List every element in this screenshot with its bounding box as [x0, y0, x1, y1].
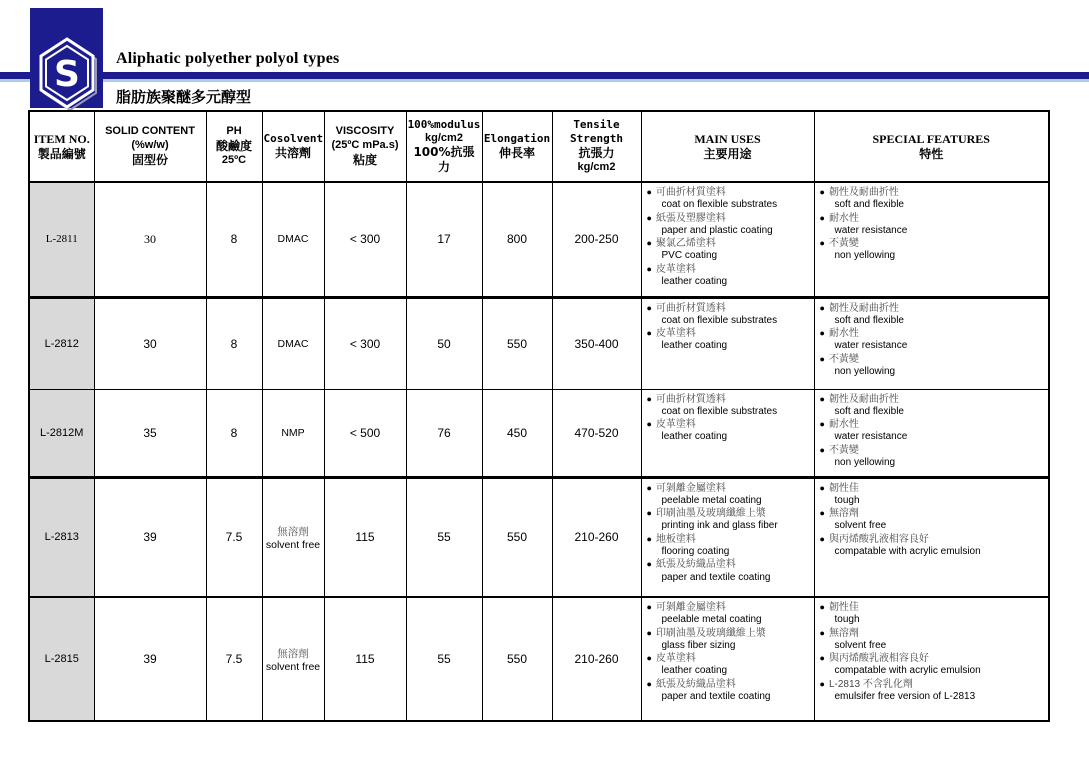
- zh-text: 皮革塗料: [655, 263, 696, 275]
- use-line-zh: [820, 186, 1047, 199]
- bullet-icon: ●: [646, 602, 652, 612]
- bullet-icon: ●: [646, 212, 652, 223]
- header-line: Tensile: [573, 118, 620, 132]
- header-line: 100%modulus: [407, 117, 481, 131]
- cell-ph: 8: [206, 182, 262, 297]
- bullet-icon: ●: [646, 187, 652, 197]
- cell-line: solvent free: [265, 660, 321, 673]
- zh-text: 不黃變: [828, 238, 859, 250]
- cell-ph: 7.5: [206, 597, 262, 721]
- header-rule-light: [0, 79, 1089, 82]
- zh-text: 無溶劑: [828, 627, 859, 639]
- header-line: PH: [226, 125, 242, 138]
- bullet-icon: ●: [819, 238, 825, 249]
- use-line-en: non yellowing: [834, 456, 896, 468]
- cell-modulus: 50: [406, 297, 482, 389]
- col-header-item-no: [29, 111, 94, 182]
- use-line-en: paper and textile coating: [661, 691, 771, 703]
- use-line-zh: [820, 302, 1047, 315]
- use-line-zh: [820, 444, 1047, 457]
- use-line-zh: [647, 558, 812, 571]
- cell-solid-content: 39: [94, 477, 206, 597]
- zh-text: 皮革塗料: [655, 419, 696, 431]
- cell-elongation: 800: [482, 182, 552, 297]
- cell-special-features: [814, 297, 1049, 389]
- zh-text: 紙張及紡織品塗料: [655, 678, 736, 690]
- zh-text: 可剝離金屬塗料: [655, 482, 726, 494]
- bullet-icon: ●: [819, 328, 825, 339]
- cell-solid-content: 35: [94, 389, 206, 477]
- use-line-zh: [647, 327, 812, 340]
- cell-ph: 7.5: [206, 477, 262, 597]
- use-line-zh: [647, 302, 812, 315]
- use-line-zh: [820, 482, 1047, 495]
- use-line-en: leather coating: [661, 431, 728, 443]
- zh-text: 韌性及耐曲折性: [828, 302, 899, 314]
- header-line: SPECIAL FEATURES: [872, 131, 990, 146]
- header-line: 酸鹼度: [215, 139, 252, 153]
- zh-text: 耐水性: [828, 212, 859, 224]
- cell-modulus: 76: [406, 389, 482, 477]
- use-line-en: soft and flexible: [834, 405, 904, 417]
- use-line-zh: [820, 652, 1047, 665]
- zh-text: 與丙烯酸乳液相容良好: [828, 533, 929, 545]
- cell-tensile: 200-250: [552, 182, 641, 297]
- page-subtitle: 脂肪族聚醚多元醇型: [116, 88, 252, 106]
- bullet-icon: ●: [819, 533, 825, 544]
- use-line-zh: [647, 533, 812, 546]
- header-line: VISCOSITY: [335, 125, 395, 138]
- use-line-en: water resistance: [834, 224, 908, 236]
- zh-text: 印刷油墨及玻璃纖維上漿: [655, 508, 766, 520]
- cell-main-uses: [641, 182, 814, 297]
- cell-cosolvent: [262, 297, 324, 389]
- col-header-special-features: [814, 111, 1049, 182]
- table-row: [29, 597, 1049, 721]
- use-line-zh: [820, 393, 1047, 406]
- zh-text: 與丙烯酸乳液相容良好: [828, 653, 929, 665]
- cell-elongation: 550: [482, 597, 552, 721]
- use-line-zh: [647, 186, 812, 199]
- col-header-viscosity: [324, 111, 406, 182]
- use-line-en: tough: [834, 614, 860, 626]
- header-line: 伸長率: [498, 145, 535, 160]
- zh-text: 印刷油墨及玻璃纖維上漿: [655, 627, 766, 639]
- header-line: 抗張力: [578, 145, 615, 160]
- bullet-icon: ●: [819, 627, 825, 638]
- use-line-en: flooring coating: [661, 545, 730, 557]
- cell-viscosity: < 300: [324, 182, 406, 297]
- use-line-zh: [647, 507, 812, 520]
- use-line-en: printing ink and glass fiber: [661, 520, 778, 532]
- use-line-zh: [647, 263, 812, 276]
- cell-main-uses: [641, 477, 814, 597]
- col-header-modulus: [406, 111, 482, 182]
- use-line-en: peelable metal coating: [661, 494, 762, 506]
- use-line-zh: [647, 393, 812, 406]
- zh-text: 可曲折材質透料: [655, 393, 726, 405]
- cell-main-uses: [641, 389, 814, 477]
- cell-solid-content: 30: [94, 182, 206, 297]
- zh-text: 耐水性: [828, 328, 859, 340]
- bullet-icon: ●: [819, 419, 825, 430]
- cell-ph: 8: [206, 297, 262, 389]
- zh-text: 可曲折材質塗料: [655, 187, 726, 198]
- table-body: [29, 182, 1049, 721]
- header-line: SOLID CONTENT: [105, 125, 195, 138]
- cell-special-features: [814, 389, 1049, 477]
- use-line-en: emulsifer free version of L-2813: [834, 691, 976, 703]
- use-line-en: PVC coating: [661, 250, 718, 262]
- header-rule-dark: [0, 72, 1089, 79]
- cell-item-no: L-2812M: [29, 389, 94, 477]
- cell-viscosity: 115: [324, 477, 406, 597]
- cell-modulus: 55: [406, 477, 482, 597]
- product-table: [28, 110, 1050, 722]
- use-line-en: tough: [834, 494, 860, 506]
- zh-text: 不黃變: [828, 353, 859, 365]
- zh-text: 紙張及塑膠塗料: [655, 212, 726, 224]
- cell-tensile: 470-520: [552, 389, 641, 477]
- use-line-zh: [820, 418, 1047, 431]
- cell-cosolvent: [262, 389, 324, 477]
- table-row: [29, 297, 1049, 389]
- bullet-icon: ●: [646, 302, 652, 313]
- cell-line: 無溶劑: [277, 647, 309, 660]
- header-line: 特性: [919, 146, 944, 161]
- zh-text: 皮革塗料: [655, 653, 696, 665]
- cell-main-uses: [641, 597, 814, 721]
- hexagon-s-logo-icon: [32, 34, 102, 112]
- cell-special-features: [814, 182, 1049, 297]
- zh-text: 韌性佳: [828, 602, 859, 613]
- bullet-icon: ●: [646, 627, 652, 638]
- zh-text: 紙張及紡織品塗料: [655, 559, 736, 571]
- header-line: Cosolvent: [263, 132, 324, 146]
- cell-elongation: 550: [482, 297, 552, 389]
- use-line-en: coat on flexible substrates: [661, 405, 778, 417]
- cell-cosolvent: [262, 597, 324, 721]
- use-line-en: leather coating: [661, 276, 728, 288]
- bullet-icon: ●: [646, 419, 652, 430]
- use-line-zh: [820, 533, 1047, 546]
- cell-cosolvent: [262, 182, 324, 297]
- header-line: Elongation: [483, 132, 551, 146]
- use-line-en: leather coating: [661, 340, 728, 352]
- zh-text: 韌性及耐曲折性: [828, 393, 899, 405]
- col-header-ph: [206, 111, 262, 182]
- use-line-zh: [647, 212, 812, 225]
- cell-modulus: 17: [406, 182, 482, 297]
- cell-item-no: L-2813: [29, 477, 94, 597]
- header-line: (25ºC mPa.s): [331, 139, 399, 151]
- zh-text: 地板塗料: [655, 533, 696, 545]
- cell-modulus: 55: [406, 597, 482, 721]
- cell-line: DMAC: [277, 233, 309, 246]
- cell-line: DMAC: [277, 337, 309, 350]
- cell-elongation: 550: [482, 477, 552, 597]
- zh-text: 皮革塗料: [655, 328, 696, 340]
- bullet-icon: ●: [819, 444, 825, 455]
- use-line-zh: [820, 678, 1047, 691]
- use-line-zh: [647, 678, 812, 691]
- use-line-en: solvent free: [834, 520, 887, 532]
- cell-solid-content: 30: [94, 297, 206, 389]
- use-line-zh: [820, 627, 1047, 640]
- col-header-elongation: [482, 111, 552, 182]
- bullet-icon: ●: [819, 212, 825, 223]
- bullet-icon: ●: [819, 187, 825, 197]
- bullet-icon: ●: [819, 678, 825, 689]
- header-line: 25ºC: [221, 154, 247, 166]
- use-line-zh: [820, 601, 1047, 614]
- bullet-icon: ●: [819, 393, 825, 404]
- use-line-zh: [647, 418, 812, 431]
- table-row: [29, 182, 1049, 297]
- company-logo: [30, 8, 103, 108]
- cell-item-no: L-2812: [29, 297, 94, 389]
- use-line-zh: [647, 482, 812, 495]
- use-line-en: non yellowing: [834, 365, 896, 377]
- use-line-en: paper and textile coating: [661, 571, 771, 583]
- use-line-zh: [820, 327, 1047, 340]
- use-line-zh: [820, 212, 1047, 225]
- cell-line: 無溶劑: [277, 525, 309, 538]
- header-line: 粘度: [352, 152, 377, 167]
- cell-viscosity: 115: [324, 597, 406, 721]
- header-line: 製品編號: [37, 146, 86, 161]
- header-line: kg/cm2: [425, 131, 463, 144]
- bullet-icon: ●: [819, 302, 825, 313]
- bullet-icon: ●: [819, 508, 825, 519]
- logo-letter: S: [54, 54, 80, 95]
- zh-text: 無溶劑: [828, 508, 859, 520]
- use-line-en: non yellowing: [834, 250, 896, 262]
- bullet-icon: ●: [646, 559, 652, 570]
- cell-special-features: [814, 477, 1049, 597]
- use-line-zh: [647, 627, 812, 640]
- zh-text: 不黃變: [828, 444, 859, 456]
- cell-viscosity: < 300: [324, 297, 406, 389]
- zh-text: 韌性及耐曲折性: [828, 187, 899, 198]
- col-header-main-uses: [641, 111, 814, 182]
- cell-ph: 8: [206, 389, 262, 477]
- cell-tensile: 210-260: [552, 477, 641, 597]
- use-line-en: water resistance: [834, 431, 908, 443]
- zh-text: 可剝離金屬塗料: [655, 602, 726, 613]
- zh-text: 耐水性: [828, 419, 859, 431]
- cell-tensile: 210-260: [552, 597, 641, 721]
- table-header-row: [29, 111, 1049, 182]
- use-line-en: solvent free: [834, 639, 887, 651]
- use-line-en: water resistance: [834, 340, 908, 352]
- use-line-zh: [820, 353, 1047, 366]
- cell-viscosity: < 500: [324, 389, 406, 477]
- bullet-icon: ●: [819, 602, 825, 612]
- cell-solid-content: 39: [94, 597, 206, 721]
- header-line: (%w/w): [131, 139, 169, 151]
- use-line-en: soft and flexible: [834, 314, 904, 326]
- bullet-icon: ●: [646, 482, 652, 493]
- header-line: 100%抗張力: [413, 145, 475, 175]
- use-line-en: peelable metal coating: [661, 614, 762, 626]
- page-title: Aliphatic polyether polyol types: [116, 50, 340, 67]
- col-header-cosolvent: [262, 111, 324, 182]
- bullet-icon: ●: [646, 508, 652, 519]
- use-line-zh: [820, 507, 1047, 520]
- use-line-en: glass fiber sizing: [661, 639, 736, 651]
- cell-line: solvent free: [265, 538, 321, 551]
- bullet-icon: ●: [646, 238, 652, 249]
- zh-text: 韌性佳: [828, 482, 859, 494]
- header-line: MAIN USES: [694, 131, 761, 146]
- bullet-icon: ●: [646, 533, 652, 544]
- use-line-en: coat on flexible substrates: [661, 314, 778, 326]
- table-head: [29, 111, 1049, 182]
- header-line: 主要用途: [703, 146, 752, 161]
- zh-text: 可曲折材質透料: [655, 302, 726, 314]
- table-row: [29, 477, 1049, 597]
- bullet-icon: ●: [819, 482, 825, 493]
- header-line: Strength: [570, 132, 623, 146]
- cell-tensile: 350-400: [552, 297, 641, 389]
- header-line: 共溶劑: [274, 145, 311, 160]
- use-line-en: soft and flexible: [834, 199, 904, 211]
- use-line-en: paper and plastic coating: [661, 224, 773, 236]
- col-header-solid-content: [94, 111, 206, 182]
- use-line-zh: [647, 652, 812, 665]
- zh-text: 聚氯乙烯塗料: [655, 238, 716, 250]
- bullet-icon: ●: [819, 353, 825, 364]
- bullet-icon: ●: [646, 393, 652, 404]
- bullet-icon: ●: [646, 653, 652, 664]
- use-line-zh: [820, 237, 1047, 250]
- use-line-zh: [647, 237, 812, 250]
- zh-text: L-2813 不含乳化劑: [828, 678, 913, 690]
- cell-cosolvent: [262, 477, 324, 597]
- use-line-en: compatable with acrylic emulsion: [834, 665, 981, 677]
- header-line: ITEM NO.: [33, 131, 90, 146]
- bullet-icon: ●: [819, 653, 825, 664]
- cell-elongation: 450: [482, 389, 552, 477]
- use-line-en: compatable with acrylic emulsion: [834, 545, 981, 557]
- cell-item-no: L-2811: [29, 182, 94, 297]
- cell-item-no: L-2815: [29, 597, 94, 721]
- cell-main-uses: [641, 297, 814, 389]
- table-row: [29, 389, 1049, 477]
- use-line-en: coat on flexible substrates: [661, 199, 778, 211]
- use-line-zh: [647, 601, 812, 614]
- use-line-en: leather coating: [661, 665, 728, 677]
- cell-special-features: [814, 597, 1049, 721]
- cell-line: NMP: [281, 426, 305, 439]
- col-header-tensile-strength: [552, 111, 641, 182]
- bullet-icon: ●: [646, 263, 652, 274]
- bullet-icon: ●: [646, 328, 652, 339]
- header-line: 固型份: [131, 152, 168, 167]
- bullet-icon: ●: [646, 678, 652, 689]
- header-line: kg/cm2: [577, 160, 616, 173]
